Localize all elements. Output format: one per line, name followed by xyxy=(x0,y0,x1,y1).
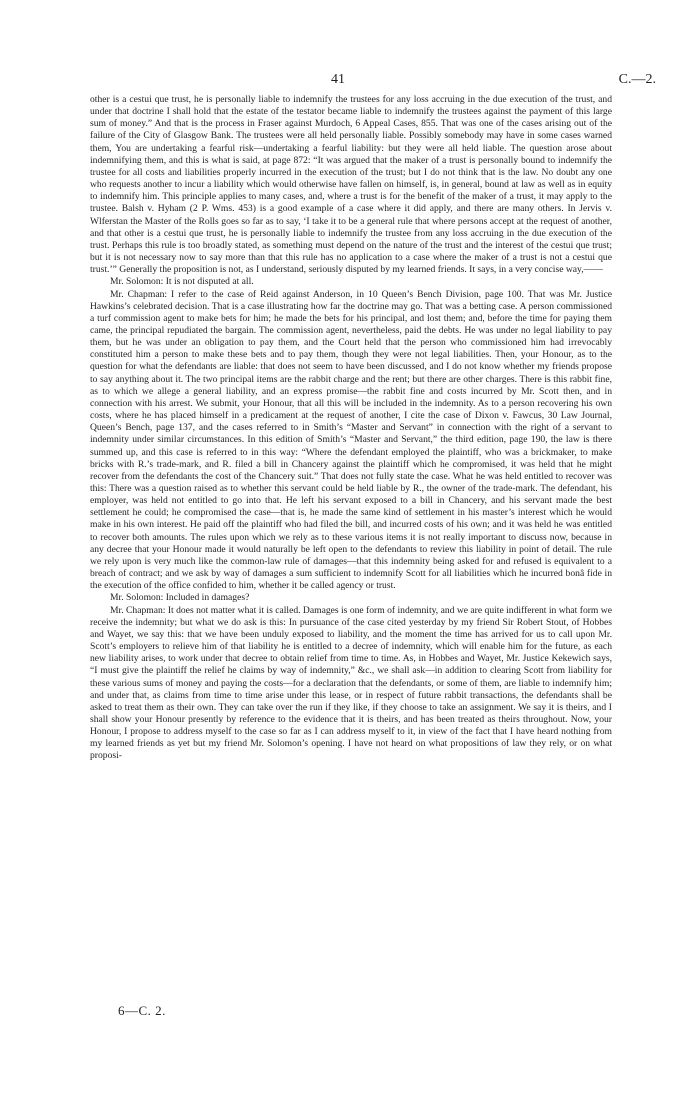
paragraph: Mr. Solomon: Included in damages? xyxy=(110,592,250,604)
printer-signature: 6—C. 2. xyxy=(118,1003,166,1018)
paper-reference: C.—2. xyxy=(618,72,656,87)
body-text xyxy=(90,94,612,763)
paragraph: Mr. Solomon: It is not disputed at all. xyxy=(110,276,254,288)
page-header xyxy=(0,72,700,90)
paragraph: Mr. Chapman: It does not matter what it is called. Damages is one form of indemnity, and we are quite indifferent in what form we receive the indemnity; but what we do ask is this: In pursuance of the case cited yesterday by my friend Sir Robert Stout, of Hobbes and Wayet, we say this: that we have been unduly exposed to liability, and the moment the time has arrived for us to call upon Mr. Scott’s employers to relieve him of that liability he is entitled to a decree of indemnity, which will enable him for the future, as each new liability arises, to work under that decree to obtain relief from time to time. As, in Hobbes and Wayet, Mr. Justice Kekewich says, “I must give the plaintiff the relief he claims by way of indemnity,” &c., we shall ask—in addition to clearing Scott from liability for these various sums of money and paying the costs—for a declaration that the defendants, or some of them, are liable to indemnify him; and under that, as claims from time to time arise under this lease, or in respect of future rabbit transactions, the defendants shall be asked to treat them as their own. They can take over the run if they like, if they choose to take an assignment. We say it is theirs, and I shall show your Honour presently by reference to the evidence that it is theirs, and has been treated as theirs throughout. Now, your Honour, I propose to address myself to the case so far as I can address myself to it, in view of the fact that I have heard nothing from my learned friends as yet but my friend Mr. Solomon’s opening. I have not heard on what propositions of law they rely, or on what proposi- xyxy=(90,604,612,762)
paragraph: other is a cestui que trust, he is personally liable to indemnify the trustees for any loss accruing in the due execution of the trust, and under that doctrine I shall hold that the estate of the testator became liable to indemnify the trustees against the payment of this large sum of money.” And that is the process in Fraser against Murdoch, 6 Appeal Cases, 855. That was one of the cases arising out of the failure of the City of Glasgow Bank. The trustees were all held personally liable. Possibly somebody may have in some cases warned them, You are undertaking a fearful risk—undertaking a fearful liability: but they were all held liable. The question arose about indemnifying them, and this is what is said, at page 872: “It was argued that the maker of a trust is personally bound to indemnify the trustee for all costs and liabilities properly incurred in the execution of the trust; but I do not think that is the law. No doubt any one who requests another to incur a liability which would otherwise have fallen on himself, is, in general, bound at law as well as in equity to indemnify him. This principle applies to many cases, and, where a trust is for the benefit of the maker of a trust, it may apply to the trustee. Balsh v. Hyham (2 P. Wms. 453) is a good example of a case where it did apply, and there are many others. In Jervis v. Wlferstan the Master of the Rolls goes so far as to say, ‘I take it to be a general rule that where persons accept at the request of another, and that other is a cestui que trust, he is personally liable to indemnify the trustee from any loss accruing in the due execution of the trust. Perhaps this rule is too broadly stated, as something must depend on the nature of the trust and the interest of the cestui que trust; but it is not necessary now to say more than that this rule has no application to a case where the maker of a trust is not a cestui que trust.’” Generally the proposition is not, as I understand, seriously disputed by my learned friends. It says, in a very concise way,—— xyxy=(90,94,612,276)
page-number: 41 xyxy=(331,72,345,87)
paragraph: Mr. Chapman: I refer to the case of Reid against Anderson, in 10 Queen’s Bench Division, page 100. That was Mr. Justice Hawkins’s celebrated decision. That is a case illustrating how far the doctrine may go. That was a betting case. A person commissioned a turf commission agent to make bets for him; he made the bets for his principal, and lost them; and, before the time for paying them came, the principal repudiated the bargain. The commission agent, nevertheless, paid the debts. He was under no legal liability to pay them, but he was under an obligation to pay them, and the Court held that the person who commissioned him had irrevocably constituted him a person to make these bets and to pay them, though they were not legal liabilities. Then, your Honour, as to the question for what the defendants are liable: that does not seem to have been discussed, and I do not know whether my friends propose to say anything about it. The two principal items are the rabbit charge and the rent; but there are other charges. There is this rabbit fine, as to which we allege a general liability, and an express promise—the rabbit fine and costs incurred by Mr. Scott then, and in connection with his arrest. We submit, your Honour, that all this will be included in the indemnity. As to a person recovering his own costs, where he has placed himself in a predicament at the request of another, I cite the case of Dixon v. Fawcus, 30 Law Journal, Queen’s Bench, page 137, and the cases referred to in Smith’s “Master and Servant” in connection with the right of a servant to indemnity under similar circumstances. In this edition of Smith’s “Master and Servant,” the third edition, page 190, the law is there summed up, and this case is referred to in this way: “Where the defendant employed the plaintiff, who was a brickmaker, to make bricks with R.’s trade-mark, and R. filed a bill in Chancery against the plaintiff which he compromised, it was held that he might recover from the defendants the cost of the Chancery suit.” That does not fully state the case. What he was held entitled to recover was this: There was a question raised as to whether this servant could be held liable by R., the owner of the trade-mark. The defendant, his employer, was held not entitled to go into that. He left his servant exposed to a bill in Chancery, and his servant made the best settlement he could; he compromised the case—that is, he made the same kind of settlement in his master’s interest which he would make in his own interest. He paid off the plaintiff who had filed the bill, and incurred costs of his own; and it was held he was entitled to recover both amounts. The rules upon which we rely as to these various items it is not really important to discuss now, because in any decree that your Honour made it would naturally be left open to the defendants to review this liability in point of detail. The rule we rely upon is very much like the common-law rule of damages—that this indemnity being asked for and refused is equivalent to a breach of contract; and we ask by way of damages a sum sufficient to indemnify Scott for all liabilities which he incurred bonâ fide in the execution of the office confided to him, whether it be called agency or trust. xyxy=(90,288,612,592)
